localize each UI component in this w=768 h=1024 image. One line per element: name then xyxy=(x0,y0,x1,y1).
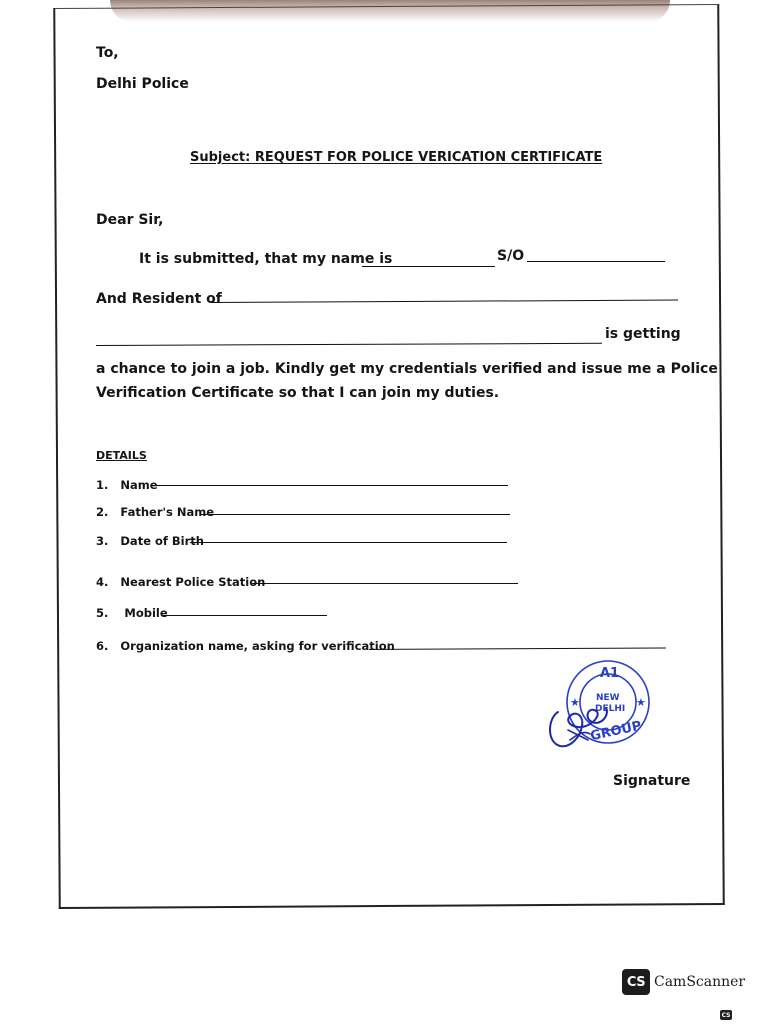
company-stamp xyxy=(540,660,660,760)
details-title: DETAILS xyxy=(96,449,147,462)
resident-prompt: And Resident of xyxy=(96,291,222,307)
detail-item-organization xyxy=(96,639,395,653)
signature-label: Signature xyxy=(613,773,691,789)
letter-to: To, xyxy=(96,45,119,61)
detail-num: 1. xyxy=(96,478,109,492)
stamp-bottom-text: GROUP xyxy=(589,718,643,745)
detail-mobile-blank[interactable] xyxy=(162,615,327,616)
detail-name-blank[interactable] xyxy=(151,485,508,486)
stamp-center-line-2: DELHI xyxy=(595,704,626,714)
detail-num: 6. xyxy=(96,639,109,653)
svg-text:★: ★ xyxy=(636,696,646,709)
detail-item-dob xyxy=(96,534,204,548)
paragraph-line-2: Verification Certificate so that I can join my duties. xyxy=(96,385,500,401)
detail-num: 2. xyxy=(96,505,109,519)
letter-salutation: Dear Sir, xyxy=(96,212,164,228)
stamp-center-line-1: NEW xyxy=(596,693,620,703)
letter-recipient: Delhi Police xyxy=(96,76,189,92)
detail-item-mobile xyxy=(96,606,168,620)
detail-father-name-blank[interactable] xyxy=(201,514,510,515)
detail-dob-blank[interactable] xyxy=(190,542,507,543)
is-getting-text: is getting xyxy=(605,326,681,342)
detail-item-name xyxy=(96,478,158,492)
svg-text:★: ★ xyxy=(570,696,580,709)
so-label: S/O xyxy=(497,248,525,264)
paragraph-line-1: a chance to join a job. Kindly get my credentials verified and issue me a Police xyxy=(96,361,718,377)
father-name-blank[interactable] xyxy=(527,261,665,262)
detail-police-station-blank[interactable] xyxy=(252,583,518,584)
camscanner-mini-icon: CS xyxy=(721,1011,731,1019)
detail-item-police-station xyxy=(96,575,265,589)
detail-num: 3. xyxy=(96,534,109,548)
detail-label: Mobile xyxy=(124,606,168,620)
detail-label: Date of Birth xyxy=(120,534,204,548)
name-blank[interactable] xyxy=(362,266,495,267)
stamp-top-text: A1 xyxy=(600,666,620,681)
letter-subject: Subject: REQUEST FOR POLICE VERICATION CERTIFICATE xyxy=(190,150,603,165)
name-prompt: It is submitted, that my name is xyxy=(139,251,393,267)
detail-label: Father's Name xyxy=(120,505,215,519)
detail-num: 5. xyxy=(96,606,109,620)
detail-label: Name xyxy=(120,478,158,492)
detail-num: 4. xyxy=(96,575,109,589)
camscanner-name: CamScanner xyxy=(654,974,746,990)
camscanner-watermark xyxy=(622,969,745,995)
detail-label: Organization name, asking for verification xyxy=(120,639,395,653)
camscanner-logo-icon: CS xyxy=(622,969,650,995)
detail-label: Nearest Police Station xyxy=(120,575,266,589)
detail-item-father-name xyxy=(96,505,214,519)
